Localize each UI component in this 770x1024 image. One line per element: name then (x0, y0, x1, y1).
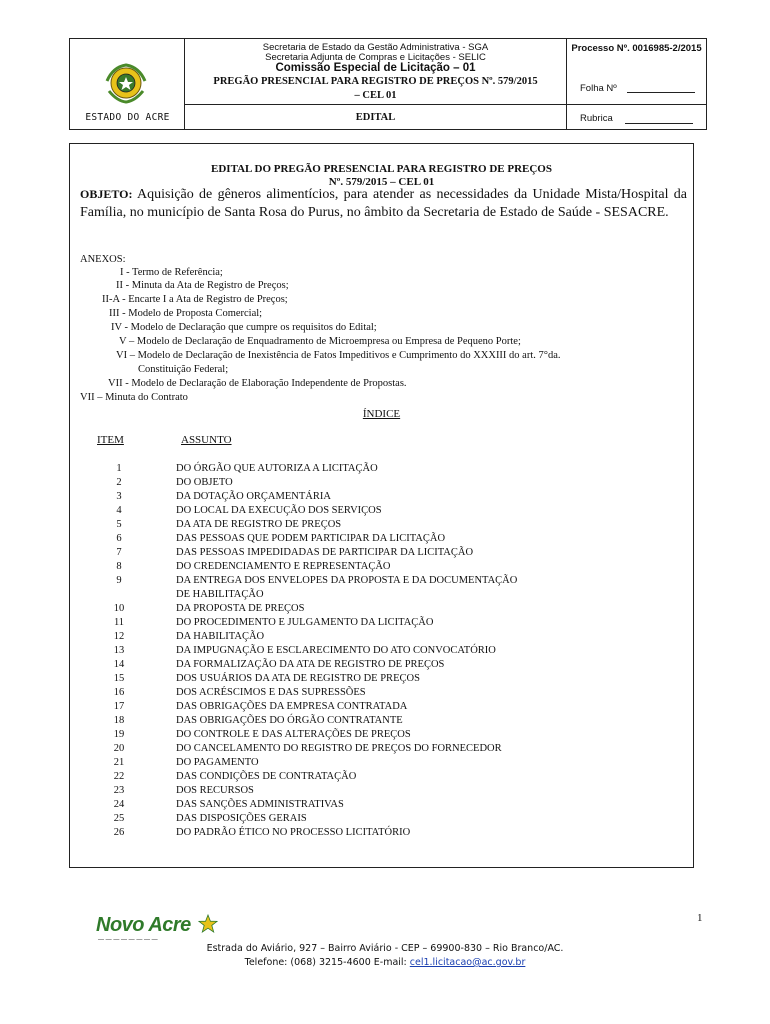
anexo-item: III - Modelo de Proposta Comercial; (109, 308, 263, 319)
index-item-number: 4 (116, 505, 122, 516)
index-item-number: 16 (113, 687, 125, 698)
anexo-item: Constituição Federal; (138, 364, 229, 375)
anexo-item: VII – Minuta do Contrato (80, 392, 188, 403)
anexos-title: ANEXOS: (80, 254, 126, 265)
index-column-assunto: ASSUNTO (181, 434, 232, 446)
index-item-title: DO CONTROLE E DAS ALTERAÇÕES DE PREÇOS (176, 729, 411, 740)
index-item-number: 24 (113, 799, 125, 810)
divider (185, 104, 566, 105)
objeto-label: OBJETO: (80, 187, 133, 201)
index-item-number: 26 (113, 827, 125, 838)
footer-phone: Telefone: (068) 3215-4600 E-mail: (244, 957, 410, 968)
header-process-cell (567, 39, 706, 129)
anexo-item: I - Termo de Referência; (120, 267, 223, 278)
index-item-number: 19 (113, 729, 125, 740)
index-item-number: 23 (113, 785, 125, 796)
logo-tagline: — — — — — — — — (98, 937, 158, 943)
star-icon (198, 914, 218, 934)
index-item-title: DOS USUÁRIOS DA ATA DE REGISTRO DE PREÇOS (176, 673, 420, 684)
header-title-cell (185, 39, 567, 129)
index-item-number: 18 (113, 715, 125, 726)
indice-title: ÍNDICE (362, 408, 401, 420)
index-item-number: 14 (113, 659, 125, 670)
index-item-title: DO PADRÃO ÉTICO NO PROCESSO LICITATÓRIO (176, 827, 411, 838)
index-column-item: ITEM (97, 434, 124, 446)
folha-label: Folha Nº (580, 83, 617, 94)
secretaria-adjunta-line: Secretaria Adjunta de Compras e Licitações - SELIC (265, 52, 486, 63)
index-item-number: 3 (116, 491, 122, 502)
processo-number: Processo Nº. 0016985-2/2015 (571, 43, 702, 54)
index-item-title: DAS SANÇÕES ADMINISTRATIVAS (176, 799, 344, 810)
state-coat-of-arms-icon (103, 61, 149, 105)
index-item-title: DAS OBRIGAÇÕES DO ÓRGÃO CONTRATANTE (176, 715, 403, 726)
footer-contact (0, 957, 770, 968)
document-header (69, 38, 707, 130)
index-item-number: 21 (113, 757, 125, 768)
index-item-title: DA PROPOSTA DE PREÇOS (176, 603, 305, 614)
index-item-title: DAS OBRIGAÇÕES DA EMPRESA CONTRATADA (176, 701, 408, 712)
index-item-title: DOS RECURSOS (176, 785, 254, 796)
index-item-number: 2 (116, 477, 122, 488)
index-item-title: DAS PESSOAS QUE PODEM PARTICIPAR DA LICITAÇÃO (176, 533, 446, 544)
document-subtitle: Nº. 579/2015 – CEL 01 (328, 176, 435, 188)
objeto-text: Aquisição de gêneros alimentícios, para atender as necessidades da Unidade Mista/Hospital da Família, no município de Santa Rosa do Purus, no âmbito da Secretaria de Estado de Saúde - SESACRE. (80, 187, 687, 220)
index-item-title: DO PAGAMENTO (176, 757, 259, 768)
index-item-title: DO CANCELAMENTO DO REGISTRO DE PREÇOS DO FORNECEDOR (176, 743, 502, 754)
email-link[interactable]: cel1.licitacao@ac.gov.br (409, 957, 526, 968)
anexo-item: VII - Modelo de Declaração de Elaboração Independente de Propostas. (108, 378, 407, 389)
index-item-number: 6 (116, 533, 122, 544)
index-item-number: 17 (113, 701, 125, 712)
logo-wordmark: Novo Acre (96, 914, 191, 936)
index-item-number: 13 (113, 645, 125, 656)
index-item-title: DA ENTREGA DOS ENVELOPES DA PROPOSTA E DA DOCUMENTAÇÃO (176, 575, 518, 586)
index-item-number: 7 (116, 547, 122, 558)
footer-address: Estrada do Aviário, 927 – Bairro Aviário - CEP – 69900-830 – Rio Branco/AC. (206, 943, 564, 954)
edital-label: EDITAL (355, 112, 396, 123)
index-item-number: 25 (113, 813, 125, 824)
document-title: EDITAL DO PREGÃO PRESENCIAL PARA REGISTRO DE PREÇOS (211, 163, 552, 175)
index-item-title: DA HABILITAÇÃO (176, 631, 265, 642)
index-item-title: DAS DISPOSIÇÕES GERAIS (176, 813, 307, 824)
index-item-title: DA IMPUGNAÇÃO E ESCLARECIMENTO DO ATO CONVOCATÓRIO (176, 645, 496, 656)
rubrica-label: Rubrica (580, 113, 613, 124)
index-item-title: DAS PESSOAS IMPEDIDADAS DE PARTICIPAR DA LICITAÇÃO (176, 547, 474, 558)
anexo-item: IV - Modelo de Declaração que cumpre os requisitos do Edital; (111, 322, 377, 333)
index-item-title: DE HABILITAÇÃO (176, 589, 264, 600)
secretaria-line: Secretaria de Estado da Gestão Administrativa - SGA (262, 42, 489, 53)
index-item-title: DA FORMALIZAÇÃO DA ATA DE REGISTRO DE PREÇOS (176, 659, 445, 670)
divider (567, 104, 706, 105)
index-item-number: 1 (116, 463, 122, 474)
state-label: ESTADO DO ACRE (85, 112, 170, 123)
page-number: 1 (697, 912, 703, 924)
index-item-number: 20 (113, 743, 125, 754)
anexo-item: II-A - Encarte I a Ata de Registro de Preços; (102, 294, 288, 305)
index-item-number: 11 (113, 617, 125, 628)
index-item-number: 15 (113, 673, 125, 684)
folha-blank-line (627, 92, 695, 93)
anexo-item: II - Minuta da Ata de Registro de Preços; (116, 280, 289, 291)
rubrica-blank-line (625, 123, 693, 124)
index-item-title: DO PROCEDIMENTO E JULGAMENTO DA LICITAÇÃO (176, 617, 434, 628)
index-item-title: DAS CONDIÇÕES DE CONTRATAÇÃO (176, 771, 357, 782)
pregao-line-1: PREGÃO PRESENCIAL PARA REGISTRO DE PREÇOS Nº. 579/2015 (213, 76, 538, 87)
index-item-title: DA ATA DE REGISTRO DE PREÇOS (176, 519, 342, 530)
index-item-number: 12 (113, 631, 125, 642)
index-item-number: 9 (116, 575, 122, 586)
index-item-number: 5 (116, 519, 122, 530)
index-item-title: DO LOCAL DA EXECUÇÃO DOS SERVIÇOS (176, 505, 382, 516)
header-seal-cell (70, 39, 185, 129)
objeto-paragraph (80, 186, 687, 221)
index-item-number: 8 (116, 561, 122, 572)
anexo-item: V – Modelo de Declaração de Enquadramento de Microempresa ou Empresa de Pequeno Porte; (119, 336, 521, 347)
index-item-title: DO CREDENCIAMENTO E REPRESENTAÇÃO (176, 561, 391, 572)
edital-body (69, 143, 694, 868)
index-item-number: 10 (113, 603, 125, 614)
anexo-item: VI – Modelo de Declaração de Inexistência de Fatos Impeditivos e Cumprimento do XXXIII do art. 7°da. (116, 350, 561, 361)
index-item-title: DO OBJETO (176, 477, 233, 488)
index-item-title: DOS ACRÉSCIMOS E DAS SUPRESSÕES (176, 687, 366, 698)
comissao-line: Comissão Especial de Licitação – 01 (275, 62, 476, 74)
pregao-line-2: – CEL 01 (354, 90, 397, 101)
index-item-number: 22 (113, 771, 125, 782)
index-item-title: DA DOTAÇÃO ORÇAMENTÁRIA (176, 491, 331, 502)
index-item-title: DO ÓRGÃO QUE AUTORIZA A LICITAÇÃO (176, 463, 378, 474)
